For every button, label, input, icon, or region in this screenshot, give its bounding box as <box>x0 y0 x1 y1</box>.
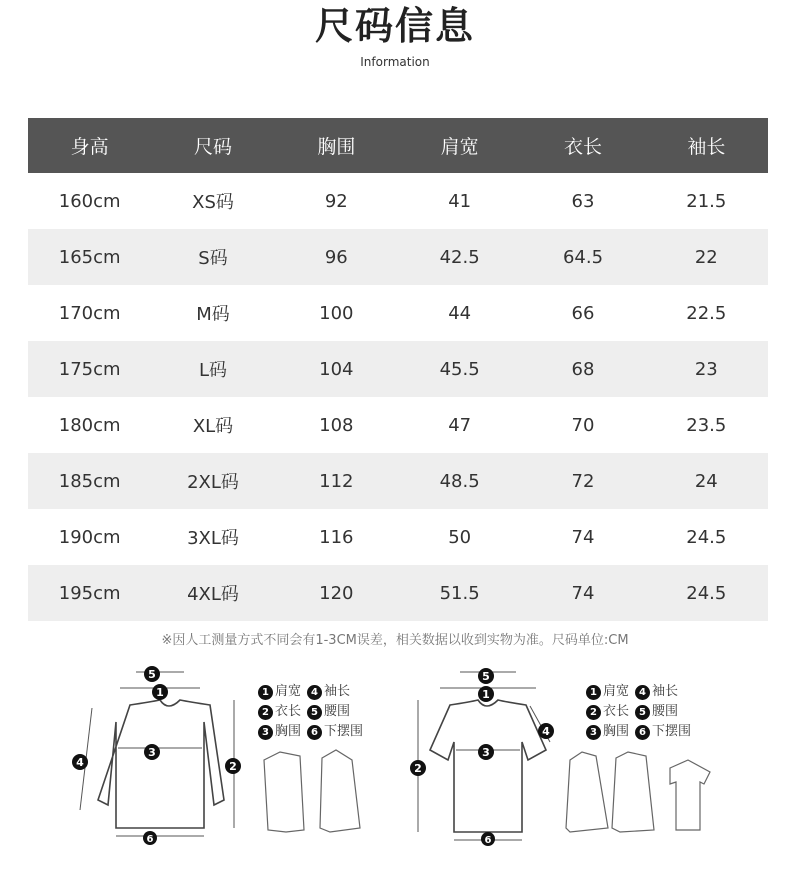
table-cell: 170cm <box>58 302 121 324</box>
marker-6-left: 6 <box>146 834 154 845</box>
table-cell: 175cm <box>28 341 151 397</box>
legend-num-6-left: 6 <box>307 725 322 740</box>
table-cell: 72 <box>521 453 644 509</box>
legend-label-shoulder-left: 肩宽 <box>275 684 302 699</box>
table-cell: 190cm <box>58 526 121 548</box>
legend-num-6-right: 6 <box>635 725 650 740</box>
legend-label-chest-left: 胸围 <box>275 724 302 739</box>
marker-3-right: 3 <box>482 746 490 759</box>
legend-num-5-right: 5 <box>635 705 650 720</box>
table-header-row <box>28 118 768 173</box>
legend-label-waist-left: 腰围 <box>324 704 351 719</box>
size-table <box>28 118 768 621</box>
legend-num-3-right: 3 <box>586 725 601 740</box>
marker-2-left: 2 <box>229 760 237 773</box>
table-cell: 74 <box>571 526 595 548</box>
table-cell: 2XL码 <box>151 453 274 509</box>
legend-label-length-left: 衣长 <box>275 704 302 719</box>
table-cell: 92 <box>324 190 348 212</box>
page-subtitle: Information <box>360 55 430 69</box>
legend-num-4-right: 4 <box>635 685 650 700</box>
table-cell: 96 <box>275 229 398 285</box>
legend-label-sleeve-left: 袖长 <box>324 684 351 699</box>
table-cell: 45.5 <box>398 341 521 397</box>
legend-num-3-left: 3 <box>258 725 273 740</box>
table-cell: 24 <box>645 453 768 509</box>
table-cell: 21.5 <box>686 190 727 212</box>
table-row <box>28 397 768 453</box>
measurement-note: ※因人工测量方式不同会有1-3CM误差，相关数据以收到实物为准。尺码单位:CM <box>161 633 629 648</box>
table-cell: 24.5 <box>645 565 768 621</box>
legend-label-hem-left: 下摆围 <box>324 724 364 739</box>
marker-group-left <box>72 666 241 845</box>
table-cell: 64.5 <box>521 229 644 285</box>
table-cell: S码 <box>151 229 274 285</box>
table-cell: 74 <box>521 565 644 621</box>
table-row <box>28 229 768 285</box>
legend-num-1-right: 1 <box>586 685 601 700</box>
legend-label-shoulder-right: 肩宽 <box>603 684 630 699</box>
column-header-sleeve: 袖长 <box>645 118 768 173</box>
column-header-chest: 胸围 <box>275 118 398 173</box>
marker-6-right: 6 <box>484 835 492 846</box>
legend-label-length-right: 衣长 <box>603 704 630 719</box>
marker-3-left: 3 <box>148 746 156 759</box>
table-cell: 120 <box>275 565 398 621</box>
table-row <box>28 565 768 621</box>
column-header-length: 衣长 <box>521 118 644 173</box>
legend-label-hem-right: 下摆围 <box>652 724 692 739</box>
table-cell: 41 <box>448 190 472 212</box>
marker-5-left: 5 <box>148 668 156 681</box>
table-cell: 4XL码 <box>151 565 274 621</box>
legend-num-5-left: 5 <box>307 705 322 720</box>
table-row <box>28 453 768 509</box>
table-cell: 160cm <box>58 190 121 212</box>
table-cell: 42.5 <box>398 229 521 285</box>
table-row <box>28 173 768 229</box>
column-header-shoulder: 肩宽 <box>398 118 521 173</box>
table-cell: 48.5 <box>398 453 521 509</box>
legend-left <box>258 682 363 742</box>
legend-right <box>586 682 691 742</box>
table-cell: 50 <box>448 526 472 548</box>
table-cell: 22 <box>645 229 768 285</box>
table-row <box>28 285 768 341</box>
table-cell: 116 <box>319 526 354 548</box>
marker-4-right: 4 <box>542 725 550 738</box>
table-cell: 100 <box>319 302 354 324</box>
table-cell: 63 <box>571 190 595 212</box>
table-cell: 23 <box>645 341 768 397</box>
column-header-size: 尺码 <box>151 118 274 173</box>
table-cell: M码 <box>196 304 230 325</box>
page-title: 尺码信息 <box>314 4 475 48</box>
table-cell: 44 <box>448 302 472 324</box>
table-row <box>28 509 768 565</box>
table-cell: XS码 <box>192 192 234 213</box>
legend-label-chest-right: 胸围 <box>603 724 630 739</box>
marker-5-right: 5 <box>482 670 490 683</box>
marker-1-right: 1 <box>482 688 490 701</box>
table-cell: 47 <box>448 414 472 436</box>
table-cell: 70 <box>571 414 595 436</box>
table-cell: 104 <box>275 341 398 397</box>
table-cell: 23.5 <box>686 414 727 436</box>
table-cell: 108 <box>319 414 354 436</box>
marker-4-left: 4 <box>76 756 84 769</box>
table-cell: 68 <box>521 341 644 397</box>
legend-label-sleeve-right: 袖长 <box>652 684 679 699</box>
legend-num-1-left: 1 <box>258 685 273 700</box>
legend-num-2-right: 2 <box>586 705 601 720</box>
table-row <box>28 341 768 397</box>
table-cell: 185cm <box>28 453 151 509</box>
table-cell: 195cm <box>28 565 151 621</box>
table-cell: 22.5 <box>686 302 727 324</box>
table-cell: 51.5 <box>398 565 521 621</box>
table-cell: L码 <box>151 341 274 397</box>
table-cell: XL码 <box>192 416 234 437</box>
table-cell: 3XL码 <box>187 528 239 549</box>
marker-1-left: 1 <box>156 686 164 699</box>
legend-label-waist-right: 腰围 <box>652 704 679 719</box>
legend-num-2-left: 2 <box>258 705 273 720</box>
legend-num-4-left: 4 <box>307 685 322 700</box>
table-cell: 112 <box>275 453 398 509</box>
column-header-height: 身高 <box>28 118 151 173</box>
table-cell: 66 <box>571 302 595 324</box>
table-cell: 180cm <box>58 414 121 436</box>
table-cell: 24.5 <box>686 526 727 548</box>
table-body <box>28 173 768 621</box>
marker-2-right: 2 <box>414 762 422 775</box>
table-cell: 165cm <box>28 229 151 285</box>
